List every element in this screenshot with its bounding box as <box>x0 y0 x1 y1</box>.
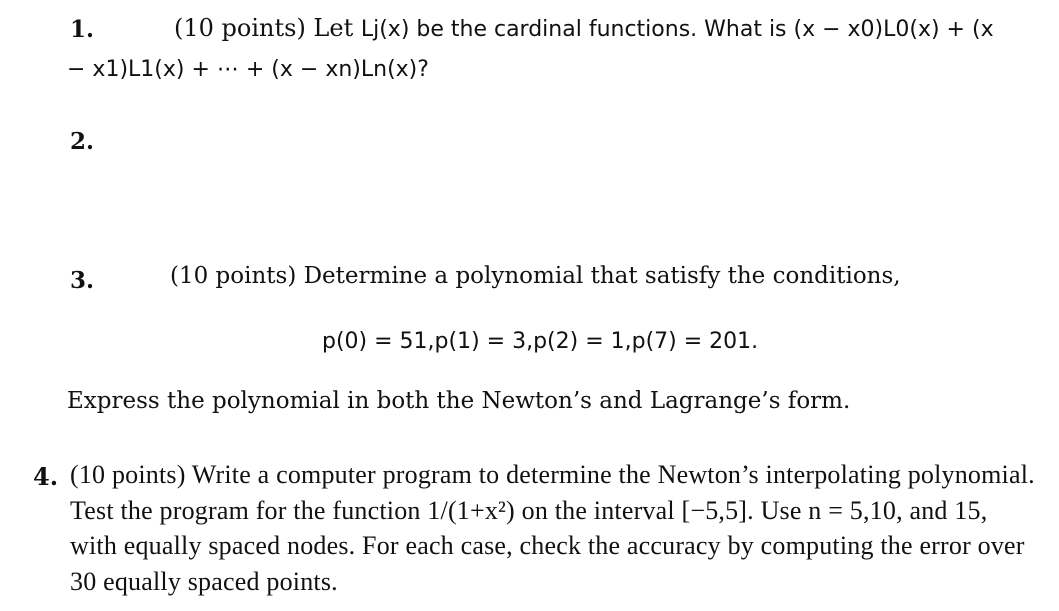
question-1-number: 1. <box>70 16 95 43</box>
question-1-line-1 <box>174 14 994 42</box>
question-4-number: 4. <box>33 462 59 491</box>
question-2-number: 2. <box>70 128 95 155</box>
question-3-number: 3. <box>70 267 95 294</box>
question-1-lead: (10 points) Let <box>174 14 361 42</box>
question-1-line-2: − x1)L1(x) + ⋯ + (x − xn)Ln(x)? <box>67 57 429 82</box>
question-4-text: (10 points) Write a computer program to determine the Newton’s interpolating polynomial. Test the program for the function 1/(1+x²) on the interval [−5,5]. Use n = 5,10, and 15, with equally spaced nodes. For each case, check the accuracy by computing the error over 30 equally spaced points. <box>70 460 1035 596</box>
question-3-conditions: p(0) = 51,p(1) = 3,p(2) = 1,p(7) = 201. <box>322 329 759 354</box>
question-3-instruction: Express the polynomial in both the Newton’s and Lagrange’s form. <box>67 388 851 414</box>
question-1-line-1-math: Lj(x) be the cardinal functions. What is (x − x0)L0(x) + (x <box>360 17 994 42</box>
question-3-intro: (10 points) Determine a polynomial that satisfy the conditions, <box>170 263 901 289</box>
